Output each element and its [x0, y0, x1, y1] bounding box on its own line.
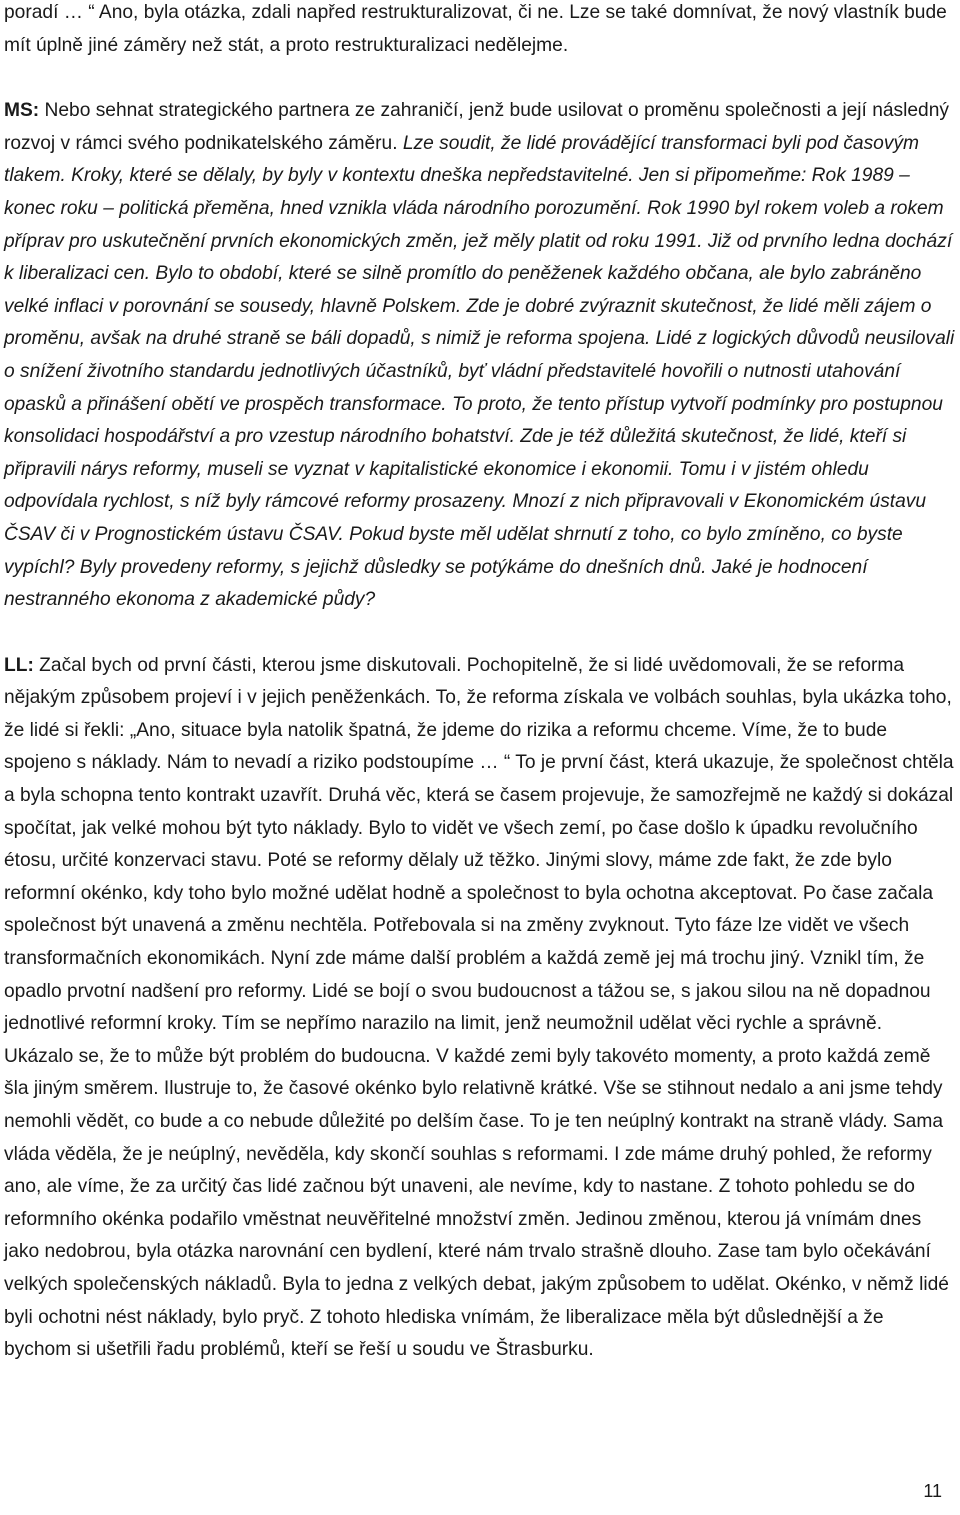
paragraph-continuation	[4, 0, 956, 62]
paragraph-italic-text: Lze soudit, že lidé provádějící transformaci byli pod časovým tlakem. Kroky, které se dělaly, by byly v kontextu dneška nepředstavitelné. Jen si připomeňme: Rok 1989 – konec roku – politická přeměna, hned vznikla vláda národního porozumění. Rok 1990 byl rokem voleb a rokem příprav pro uskutečnění prvních ekonomických změn, jež měly platit od roku 1991. Již od prvního ledna dochází k liberalizaci cen. Bylo to období, které se silně promítlo do peněženek každého občana, ale bylo zabráněno velké inflaci v porovnání se sousedy, hlavně Polskem. Zde je dobré zvýraznit skutečnost, že lidé měli zájem o proměnu, avšak na druhé straně se báli dopadů, s nimiž je reforma spojena. Lidé z logických důvodů neusilovali o snížení životního standardu jednotlivých účastníků, byť vládní představitelé hovořili o nutnosti utahování opasků a přinášení obětí ve prospěch transformace. To proto, že tento přístup vytvoří podmínky pro postupnou konsolidaci hospodářství a pro vzestup národního bohatství. Zde je též důležitá skutečnost, že lidé, kteří si připravili nárys reformy, museli se vyznat v kapitalistické ekonomice i ekonomii. Tomu i v jistém ohledu odpovídala rychlost, s níž byly rámcové reformy prosazeny. Mnozí z nich připravovali v Ekonomickém ústavu ČSAV či v Prognostickém ústavu ČSAV. Pokud byste měl udělat shrnutí z toho, co bylo zmíněno, co byste vypíchl? Byly provedeny reformy, s jejichž důsledky se potýkáme do dnešních dnů. Jaké je hodnocení nestranného ekonoma z akademické půdy?	[4, 132, 955, 611]
page-number: 11	[923, 1481, 942, 1501]
document-page	[4, 0, 956, 1367]
speaker-label-ms: MS:	[4, 100, 40, 122]
paragraph-text: poradí … “ Ano, byla otázka, zdali napřed restrukturalizovat, či ne. Lze se také domnívat, že nový vlastník bude mít úplně jiné záměry než stát, a proto restrukturalizaci nedělejme.	[4, 2, 947, 56]
paragraph-text: Nebo sehnat strategického partnera ze zahraničí, jenž bude usilovat o proměnu společnosti a její následný rozvoj v rámci svého podnikatelského záměru.	[4, 100, 949, 154]
paragraph-ms	[4, 95, 956, 617]
paragraph-text: Začal bych od první části, kterou jsme diskutovali. Pochopitelně, že si lidé uvědomovali, že se reforma nějakým způsobem projeví i v jejich peněženkách. To, že reforma získala ve volbách souhlas, byla ukázka toho, že lidé si řekli: „Ano, situace byla natolik špatná, že jdeme do rizika a reformu chceme. Víme, že to bude spojeno s náklady. Nám to nevadí a riziko podstoupíme … “ To je první část, která ukazuje, že společnost chtěla a byla schopna tento kontrakt uzavřít. Druhá věc, která se časem projevuje, že samozřejmě ne každý si dokázal spočítat, jak velké mohou být tyto náklady. Bylo to vidět ve všech zemí, po čase došlo k úpadku revolučního étosu, určité konzervaci stavu. Poté se reformy dělaly už těžko. Jinými slovy, máme zde fakt, že zde bylo reformní okénko, kdy toho bylo možné udělat hodně a společnost to byla ochotna akceptovat. Po čase začala společnost být unavená a změnu nechtěla. Potřebovala si na změny zvyknout. Tyto fáze lze vidět ve všech transformačních ekonomikách. Nyní zde máme další problém a každá země jej má trochu jiný. Vznikl tím, že opadlo prvotní nadšení pro reformy. Lidé se bojí o svou budoucnost a tážou se, s jakou silou na ně dopadnou jednotlivé reformní kroky. Tím se nepřímo narazilo na limit, jenž neumožnil udělat věci rychle a správně. Ukázalo se, že to může být problém do budoucna. V každé zemi byly takovéto momenty, a proto každá země šla jiným směrem. Ilustruje to, že časové okénko bylo relativně krátké. Vše se stihnout nedalo a ani jsme tehdy nemohli vědět, co bude a co nebude důležité po delším čase. To je ten neúplný kontrakt na straně vlády. Sama vláda věděla, že je neúplný, nevěděla, kdy skončí souhlas s reformami. I zde máme druhý pohled, že reformy ano, ale víme, že za určitý čas lidé začnou být unaveni, ale nevíme, kdy to nastane. Z tohoto pohledu se do reformního okénka podařilo vměstnat neuvěřitelné množství změn. Jedinou změnou, kterou já vnímám dnes jako nedobrou, byla otázka narovnání cen bydlení, které nám trvalo strašně dlouho. Zase tam bylo očekávání velkých společenských nákladů. Byla to jedna z velkých debat, jakým způsobem to udělat. Okénko, v němž lidé byli ochotni nést náklady, bylo pryč. Z tohoto hlediska vnímám, že liberalizace měla být důslednější a že bychom si ušetřili řadu problémů, kteří se řeší u soudu ve Štrasburku.	[4, 654, 954, 1361]
speaker-label-ll: LL:	[4, 654, 34, 676]
paragraph-ll	[4, 650, 956, 1367]
